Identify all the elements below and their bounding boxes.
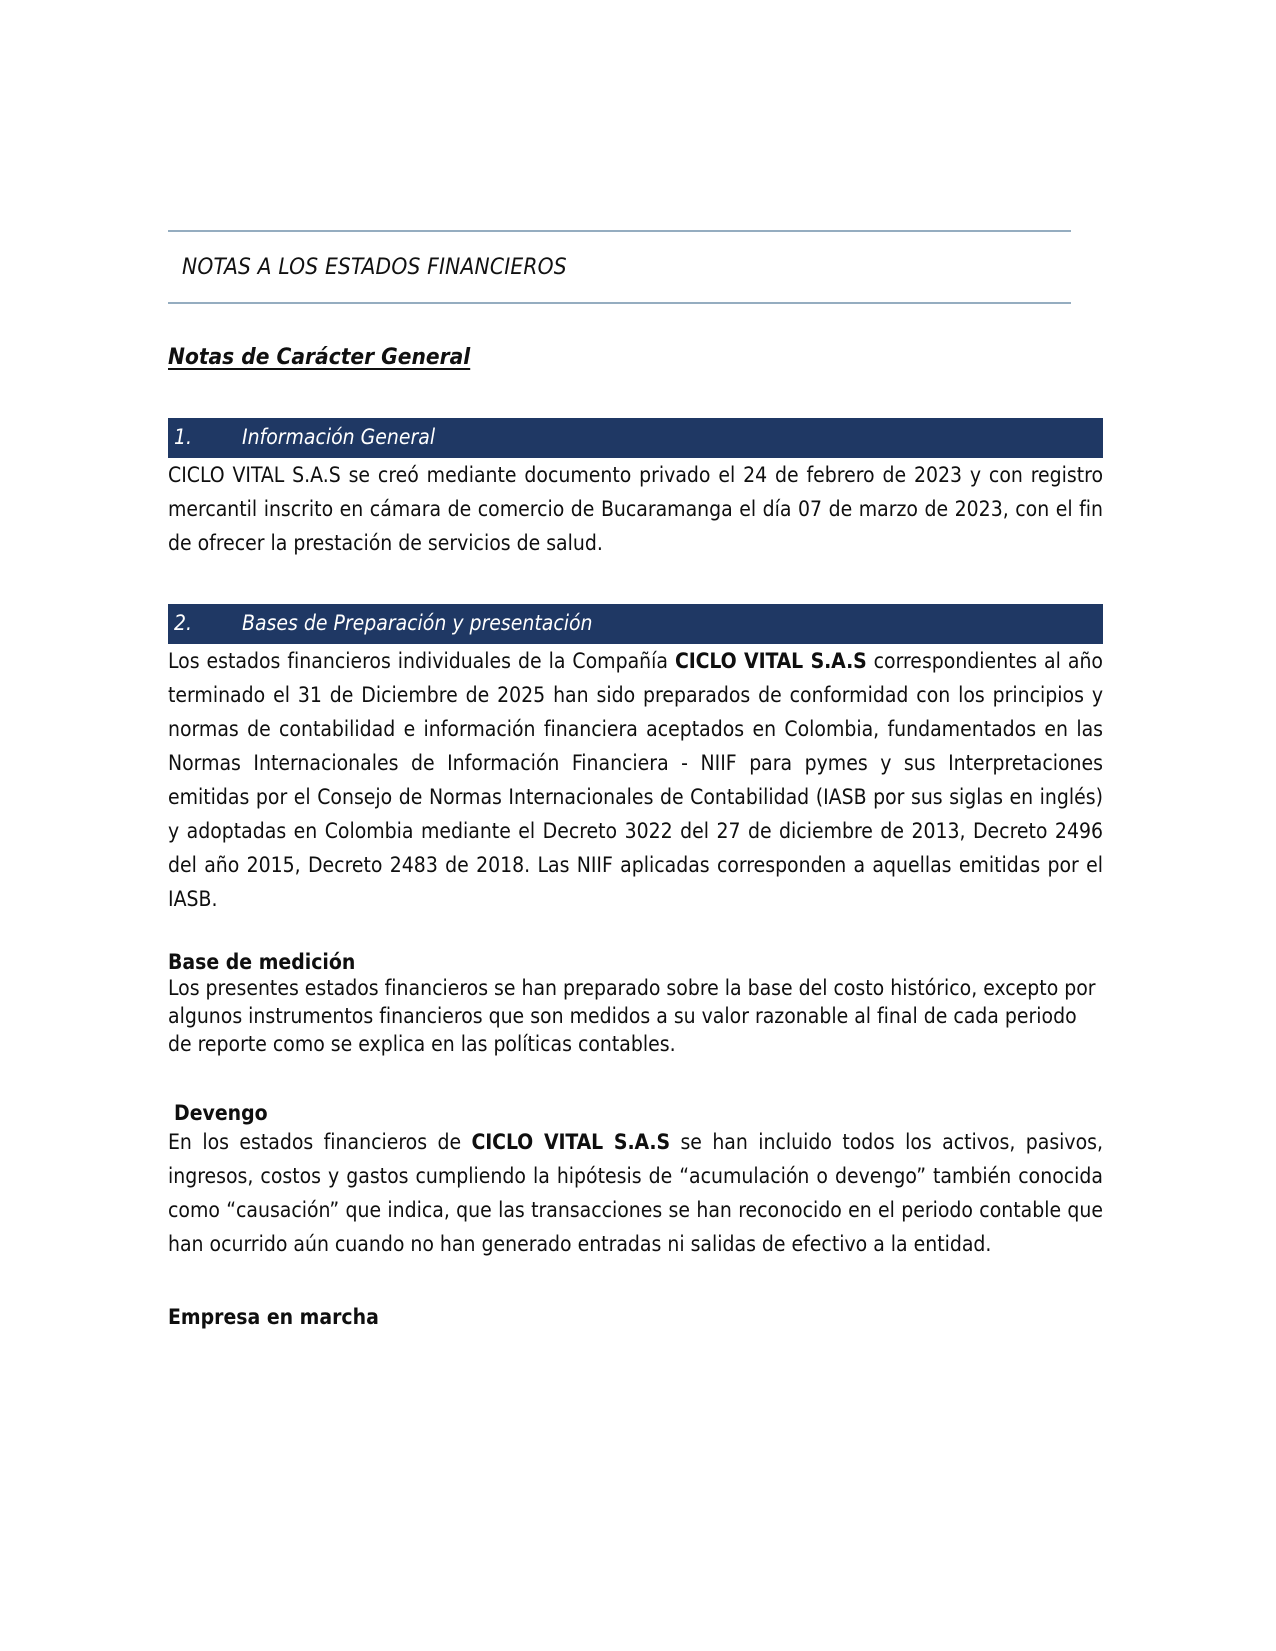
paragraph-informacion-general: CICLO VITAL S.A.S se creó mediante documento privado el 24 de febrero de 2023 y con registro mercantil inscrito en cámara de comercio de Bucaramanga el día 07 de marzo de 2023, con el fin de ofrecer la prestación de servicios de salud. xyxy=(168,463,1103,556)
paragraph-devengo xyxy=(168,1125,1103,1261)
bases-text-part-1: Los estados financieros individuales de la Compañía xyxy=(168,649,675,674)
general-notes-heading-wrap xyxy=(168,304,1103,370)
paragraph-base-de-medicion: Los presentes estados financieros se han preparado sobre la base del costo histórico, excepto por algunos instrumentos financieros que son medidos a su valor razonable al final de cada periodo de reporte como se explica en las políticas contables. xyxy=(168,976,1096,1057)
document-title-block xyxy=(168,230,1071,304)
company-name-inline-2: CICLO VITAL S.A.S xyxy=(471,1129,671,1154)
devengo-text-part-2: se han incluido todos los activos, pasivos, ingresos, costos y gastos cumpliendo la hipótesis de “acumulación o devengo” también conocida como “causación” que indica, que las transacciones se han reconocido en el periodo contable que han ocurrido aún cuando no han generado entradas ni salidas de efectivo a la entidad. xyxy=(168,1129,1104,1256)
section-number-2: 2. xyxy=(174,611,193,636)
section-bar-bases-preparacion xyxy=(168,604,1103,644)
page-title: NOTAS A LOS ESTADOS FINANCIEROS xyxy=(182,254,567,280)
section-number-1: 1. xyxy=(174,425,193,449)
bases-text-part-2: correspondientes al año terminado el 31 de Diciembre de 2025 han sido preparados de conformidad con los principios y normas de contabilidad e información financiera aceptados en Colombia, fundamentados en las Normas Internacionales de Información Financiera - NIIF para pymes y sus Interpretaciones emitidas por el Consejo de Normas Internacionales de Contabilidad (IASB por sus siglas en inglés) y adoptadas en Colombia mediante el Decreto 3022 del 27 de diciembre de 2013, Decreto 2496 del año 2015, Decreto 2483 de 2018. Las NIIF aplicadas corresponden a aquellas emitidas por el IASB. xyxy=(168,649,1103,912)
section-label-1: Información General xyxy=(242,425,436,449)
subheading-empresa-en-marcha: Empresa en marcha xyxy=(168,1304,379,1329)
subheading-base-de-medicion: Base de medición xyxy=(168,950,356,975)
general-notes-heading: Notas de Carácter General xyxy=(168,344,471,370)
subheading-devengo: Devengo xyxy=(174,1100,268,1125)
company-name-inline-1: CICLO VITAL S.A.S xyxy=(674,649,867,674)
devengo-text-part-1: En los estados financieros de xyxy=(168,1129,472,1154)
paragraph-bases-preparacion xyxy=(168,644,1103,916)
document-content-column xyxy=(168,0,1103,1329)
section-label-2: Bases de Preparación y presentación xyxy=(242,611,593,636)
section-bar-informacion-general xyxy=(168,418,1103,458)
